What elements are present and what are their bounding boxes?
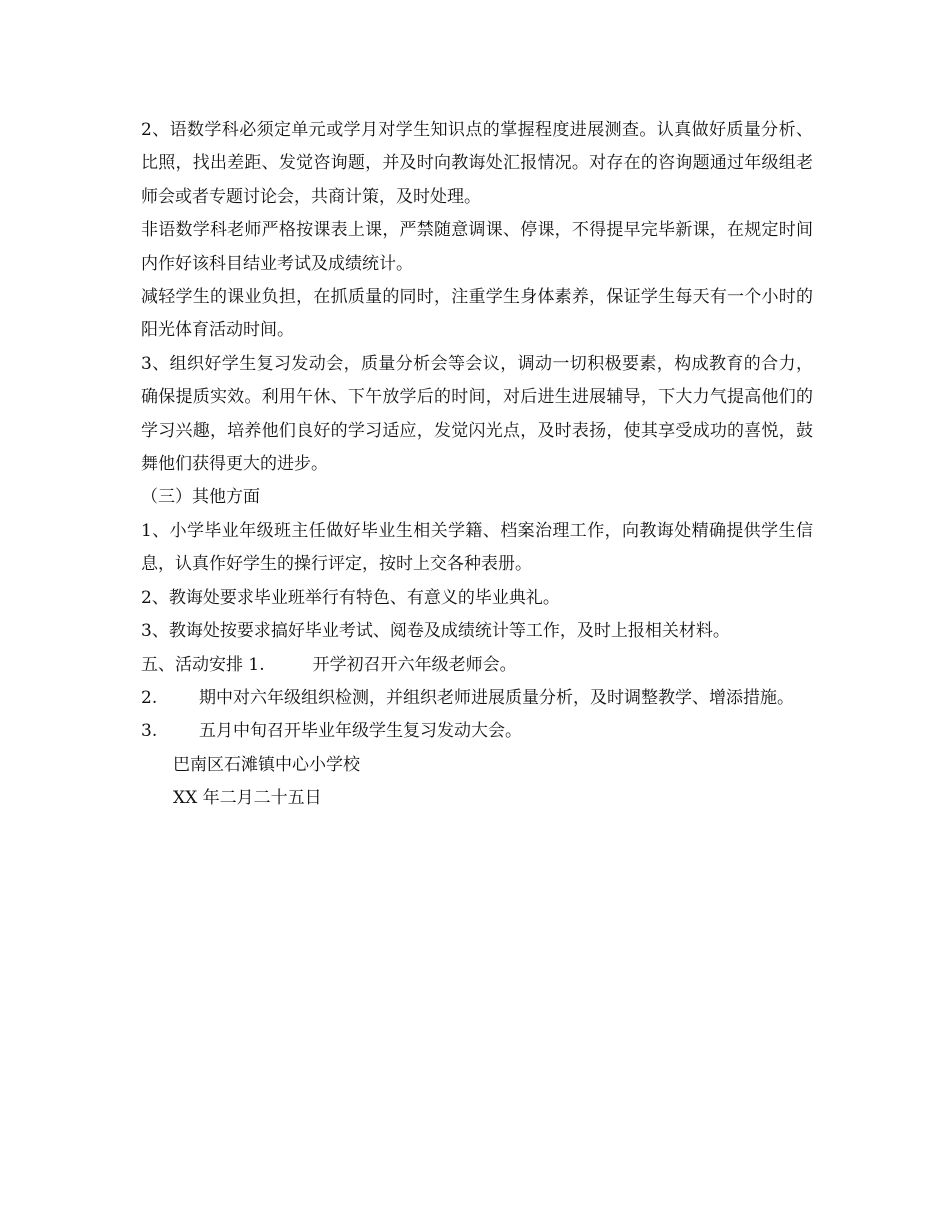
activity-heading: 五、活动安排 1.: [141, 654, 265, 675]
paragraph-other-1: 1、小学毕业年级班主任做好毕业生相关学籍、档案治理工作，向教诲处精确提供学生信息，认真作好学生的操行评定，按时上交各种表册。: [141, 520, 813, 575]
activity-number-3: 3.: [141, 721, 158, 742]
paragraph-reduce-burden: 减轻学生的课业负担，在抓质量的同时，注重学生身体素养，保证学生每天有一个小时的阳光体育活动时间。: [141, 287, 813, 341]
activity-item-2: 期中对六年级组织检测，并组织老师进展质量分析，及时调整教学、增添措施。: [199, 687, 794, 708]
activity-row-3: [141, 715, 813, 748]
activity-item-3: 五月中旬召开毕业年级学生复习发动大会。: [199, 721, 522, 742]
signature-date: XX 年二月二十五日: [173, 788, 322, 809]
section-heading-other: （三）其他方面: [141, 487, 260, 508]
paragraph-item-3: 3、组织好学生复习发动会，质量分析会等会议，调动一切积极要素，构成教育的合力，确保提质实效。利用午休、下午放学后的时间，对后进生进展辅导，下大力气提高他们的学习兴趣，培养他们良好的学习适应，发觉闪光点，及时表扬，使其享受成功的喜悦，鼓舞他们获得更大的进步。: [141, 353, 813, 475]
paragraph-other-3: 3、教诲处按要求搞好毕业考试、阅卷及成绩统计等工作，及时上报相关材料。: [141, 621, 730, 642]
activity-heading-row: [141, 649, 813, 682]
paragraph-item-2: 2、语数学科必须定单元或学月对学生知识点的掌握程度进展测查。认真做好质量分析、比照，找出差距、发觉咨询题，并及时向教诲处汇报情况。对存在的咨询题通过年级组老师会或者专题讨论会，共商计策，及时处理。: [141, 120, 813, 207]
activity-row-2: [141, 682, 813, 715]
document-page: [141, 114, 813, 816]
activity-number-2: 2.: [141, 687, 158, 708]
paragraph-other-2: 2、教诲处要求毕业班举行有特色、有意义的毕业典礼。: [141, 587, 560, 608]
paragraph-non-core-subjects: 非语数学科老师严格按课表上课，严禁随意调课、停课，不得提早完毕新课，在规定时间内作好该科目结业考试及成绩统计。: [141, 220, 813, 274]
activity-item-1: 开学初召开六年级老师会。: [312, 654, 517, 675]
signature-school: 巴南区石滩镇中心小学校: [173, 754, 360, 775]
